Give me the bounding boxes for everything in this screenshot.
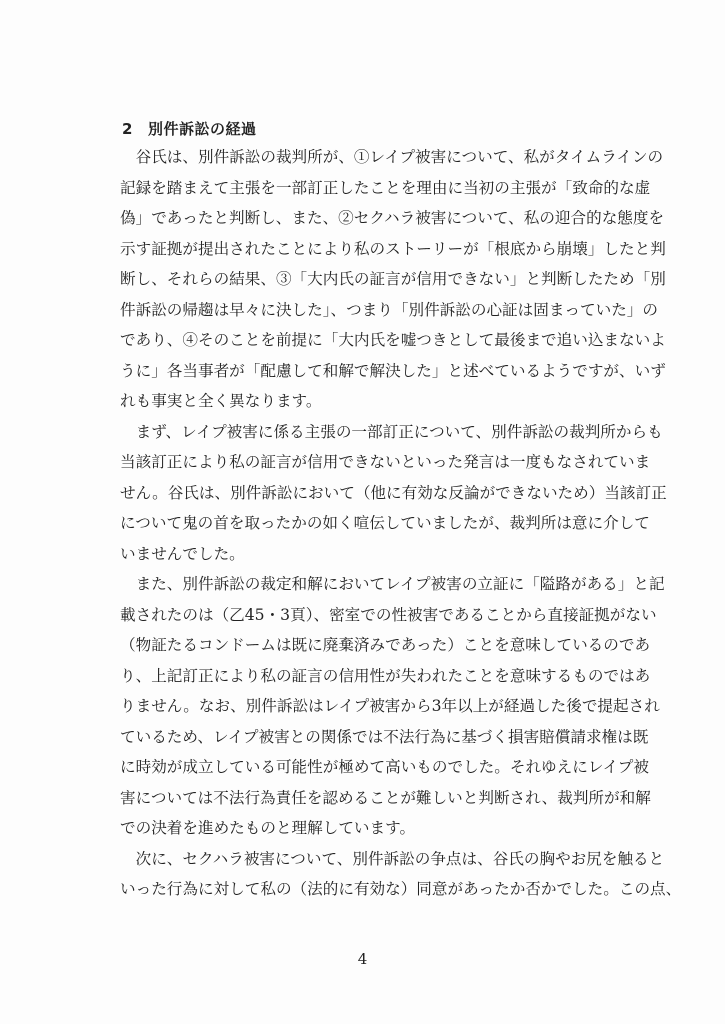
text-line: りません。なお、別件訴訟はレイプ被害から3年以上が経過した後で提起され — [120, 697, 660, 715]
text-line: り、上記訂正により私の証言の信用性が失われたことを意味するものではあ — [120, 666, 651, 685]
text-line: いませんでした。 — [120, 544, 245, 563]
text-line: ているため、レイプ被害との関係では不法行為に基づく損害賠償請求権は既 — [120, 727, 649, 746]
text-line: に時効が成立している可能性が極めて高いものでした。それゆえにレイプ被 — [120, 758, 649, 776]
section-title: 別件訴訟の経過 — [148, 120, 257, 138]
text-line: 当該訂正により私の証言が信用できないといった発言は一度もなされていま — [120, 453, 651, 471]
text-line: 件訴訟の帰趨は早々に決した」、つまり「別件訴訟の心証は固まっていた」の — [120, 300, 658, 319]
text-line: いった行為に対して私の（法的に有効な）同意があったか否かでした。この点、 — [120, 880, 682, 898]
text-line: での決着を進めたものと理解しています。 — [120, 819, 416, 837]
text-line: また、別件訴訟の裁定和解においてレイプ被害の立証に「隘路がある」と記 — [120, 575, 665, 593]
section-heading — [122, 118, 257, 139]
text-line: うに」各当事者が「配慮して和解で解決した」と述べているようですが、いず — [120, 361, 666, 380]
text-line: せん。谷氏は、別件訴訟において（他に有効な反論ができないため）当該訂正 — [120, 483, 667, 502]
text-line: 害については不法行為責任を認めることが難しいと判断され、裁判所が和解 — [120, 788, 651, 807]
text-line: 示す証拠が提出されたことにより私のストーリーが「根底から崩壊」したと判 — [120, 239, 666, 258]
text-line: れも事実と全く異なります。 — [120, 392, 322, 410]
text-line: 谷氏は、別件訴訟の裁判所が、①レイプ被害について、私がタイムラインの — [120, 148, 664, 166]
text-line: まず、レイプ被害に係る主張の一部訂正について、別件訴訟の裁判所からも — [120, 422, 663, 441]
page-number: 4 — [357, 950, 368, 968]
text-line: 次に、セクハラ被害について、別件訴訟の争点は、谷氏の胸やお尻を触ると — [120, 849, 665, 868]
text-line: 偽」であったと判断し、また、②セクハラ被害について、私の迎合的な態度を — [120, 209, 665, 227]
text-line: 載されたのは（乙45・3頁）、密室での性被害であることから直接証拠がない — [120, 605, 657, 624]
text-line: 断し、それらの結果、③「大内氏の証言が信用できない」と判断したため「別 — [120, 270, 666, 288]
text-line: について鬼の首を取ったかの如く喧伝していましたが、裁判所は意に介して — [120, 514, 650, 532]
text-line: 記録を踏まえて主張を一部訂正したことを理由に当初の主張が「致命的な虚 — [120, 178, 651, 197]
text-line: （物証たるコンドームは既に廃棄済みであった）ことを意味しているのであ — [120, 636, 651, 654]
body-text — [120, 142, 682, 905]
section-number: 2 — [122, 120, 133, 138]
text-line: であり、④そのことを前提に「大内氏を嘘つきとして最後まで追い込まないよ — [120, 331, 666, 349]
